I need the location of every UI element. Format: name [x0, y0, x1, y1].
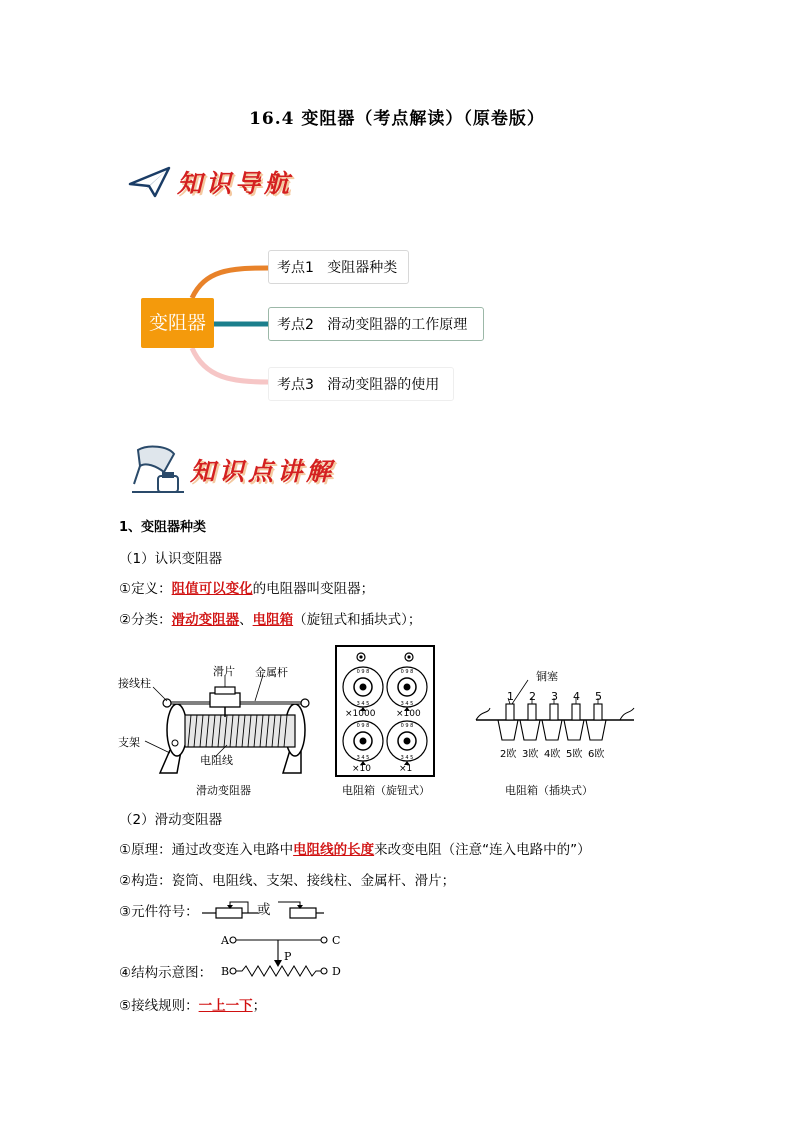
symbol-label: ③元件符号：	[119, 904, 199, 920]
rheostat-symbol-2	[276, 899, 326, 921]
svg-text:0 9 8: 0 9 8	[356, 723, 370, 729]
ohm-label-3: 3欧	[522, 749, 539, 760]
classification-sep: 、	[239, 612, 253, 628]
classification-suffix: （旋钮式和插块式）；	[293, 612, 422, 628]
symbol-or: 或	[257, 902, 271, 918]
label-resistance-wire: 电阻线	[200, 754, 233, 767]
section-heading-types: 1、变阻器种类	[119, 520, 207, 535]
definition-highlight: 阻值可以变化	[171, 581, 253, 597]
mindmap-center-node: 变阻器	[141, 298, 214, 348]
plug-number-5: 5	[595, 690, 602, 703]
ohm-label-5: 5欧	[566, 749, 583, 760]
classification-highlight-slide: 滑动变阻器	[171, 612, 240, 628]
multiplier-1000: ×1000	[345, 709, 376, 719]
svg-text:0 9 8: 0 9 8	[400, 723, 414, 729]
node-d: D	[332, 965, 341, 978]
subheading-slide-rheostat: （2）滑动变阻器	[119, 812, 223, 828]
classification-line	[119, 611, 421, 629]
plug-number-4: 4	[573, 690, 580, 703]
section-banner-explanation: 知识点讲解	[190, 457, 336, 486]
svg-text:3 4 5: 3 4 5	[356, 701, 370, 707]
label-slider: 滑片	[213, 665, 235, 678]
construction-line: ②构造：瓷筒、电阻线、支架、接线柱、金属杆、滑片；	[119, 873, 456, 889]
principle-highlight: 电阻线的长度	[293, 842, 375, 858]
structure-label: ④结构示意图：	[119, 965, 213, 981]
mindmap-item-3: 考点3 滑动变阻器的使用	[268, 367, 454, 401]
ohm-label-6: 6欧	[588, 749, 605, 760]
structure-diagram	[212, 930, 352, 980]
caption-rotary-box: 电阻箱（旋钮式）	[342, 784, 430, 797]
label-copper-plug: 铜塞	[536, 670, 558, 683]
svg-text:3 4 5: 3 4 5	[400, 755, 414, 761]
ohm-label-4: 4欧	[544, 749, 561, 760]
plug-number-3: 3	[551, 690, 558, 703]
definition-line	[119, 580, 374, 598]
principle-line	[119, 841, 591, 859]
definition-suffix: 的电阻器叫变阻器；	[252, 581, 375, 597]
multiplier-100: ×100	[396, 709, 421, 719]
classification-highlight-box: 电阻箱	[252, 612, 294, 628]
subheading-know-rheostat: （1）认识变阻器	[119, 551, 223, 567]
wiring-rule-highlight: 一上一下	[198, 998, 253, 1014]
wiring-rule-prefix: ⑤接线规则：	[119, 998, 199, 1014]
caption-plug-box: 电阻箱（插块式）	[505, 784, 593, 797]
plug-number-2: 2	[529, 690, 536, 703]
page-title: 16.4 变阻器（考点解读）（原卷版）	[249, 109, 545, 129]
node-c: C	[332, 934, 341, 947]
mindmap-item-2: 考点2 滑动变阻器的工作原理	[268, 307, 484, 341]
node-p: P	[284, 950, 292, 963]
svg-text:3 4 5: 3 4 5	[356, 755, 370, 761]
wiring-rule-line	[119, 997, 266, 1015]
node-b: B	[221, 965, 230, 978]
caption-slide-rheostat: 滑动变阻器	[196, 784, 251, 797]
node-a: A	[221, 934, 229, 947]
svg-text:0 9 8: 0 9 8	[400, 669, 414, 675]
label-terminal: 接线柱	[118, 677, 151, 690]
label-metal-rod: 金属杆	[255, 666, 288, 679]
wiring-rule-suffix: ；	[252, 998, 267, 1014]
ohm-label-2: 2欧	[500, 749, 517, 760]
multiplier-1: ×1	[399, 764, 413, 774]
mindmap-item-1: 考点1 变阻器种类	[268, 250, 409, 284]
quill-ink-icon	[128, 444, 186, 496]
svg-text:0 9 8: 0 9 8	[356, 669, 370, 675]
label-bracket: 支架	[118, 736, 140, 749]
svg-text:3 4 5: 3 4 5	[400, 701, 414, 707]
section-banner-navigation: 知识导航	[177, 169, 294, 198]
classification-prefix: ②分类：	[119, 612, 172, 628]
mindmap-branches	[0, 0, 794, 420]
plug-number-1: 1	[507, 690, 514, 703]
definition-prefix: ①定义：	[119, 581, 172, 597]
rheostat-symbol-1	[200, 899, 260, 921]
multiplier-10: ×10	[352, 764, 371, 774]
principle-prefix: ①原理：通过改变连入电路中	[119, 842, 294, 858]
principle-suffix: 来改变电阻（注意“连入电路中的”）	[374, 842, 591, 858]
